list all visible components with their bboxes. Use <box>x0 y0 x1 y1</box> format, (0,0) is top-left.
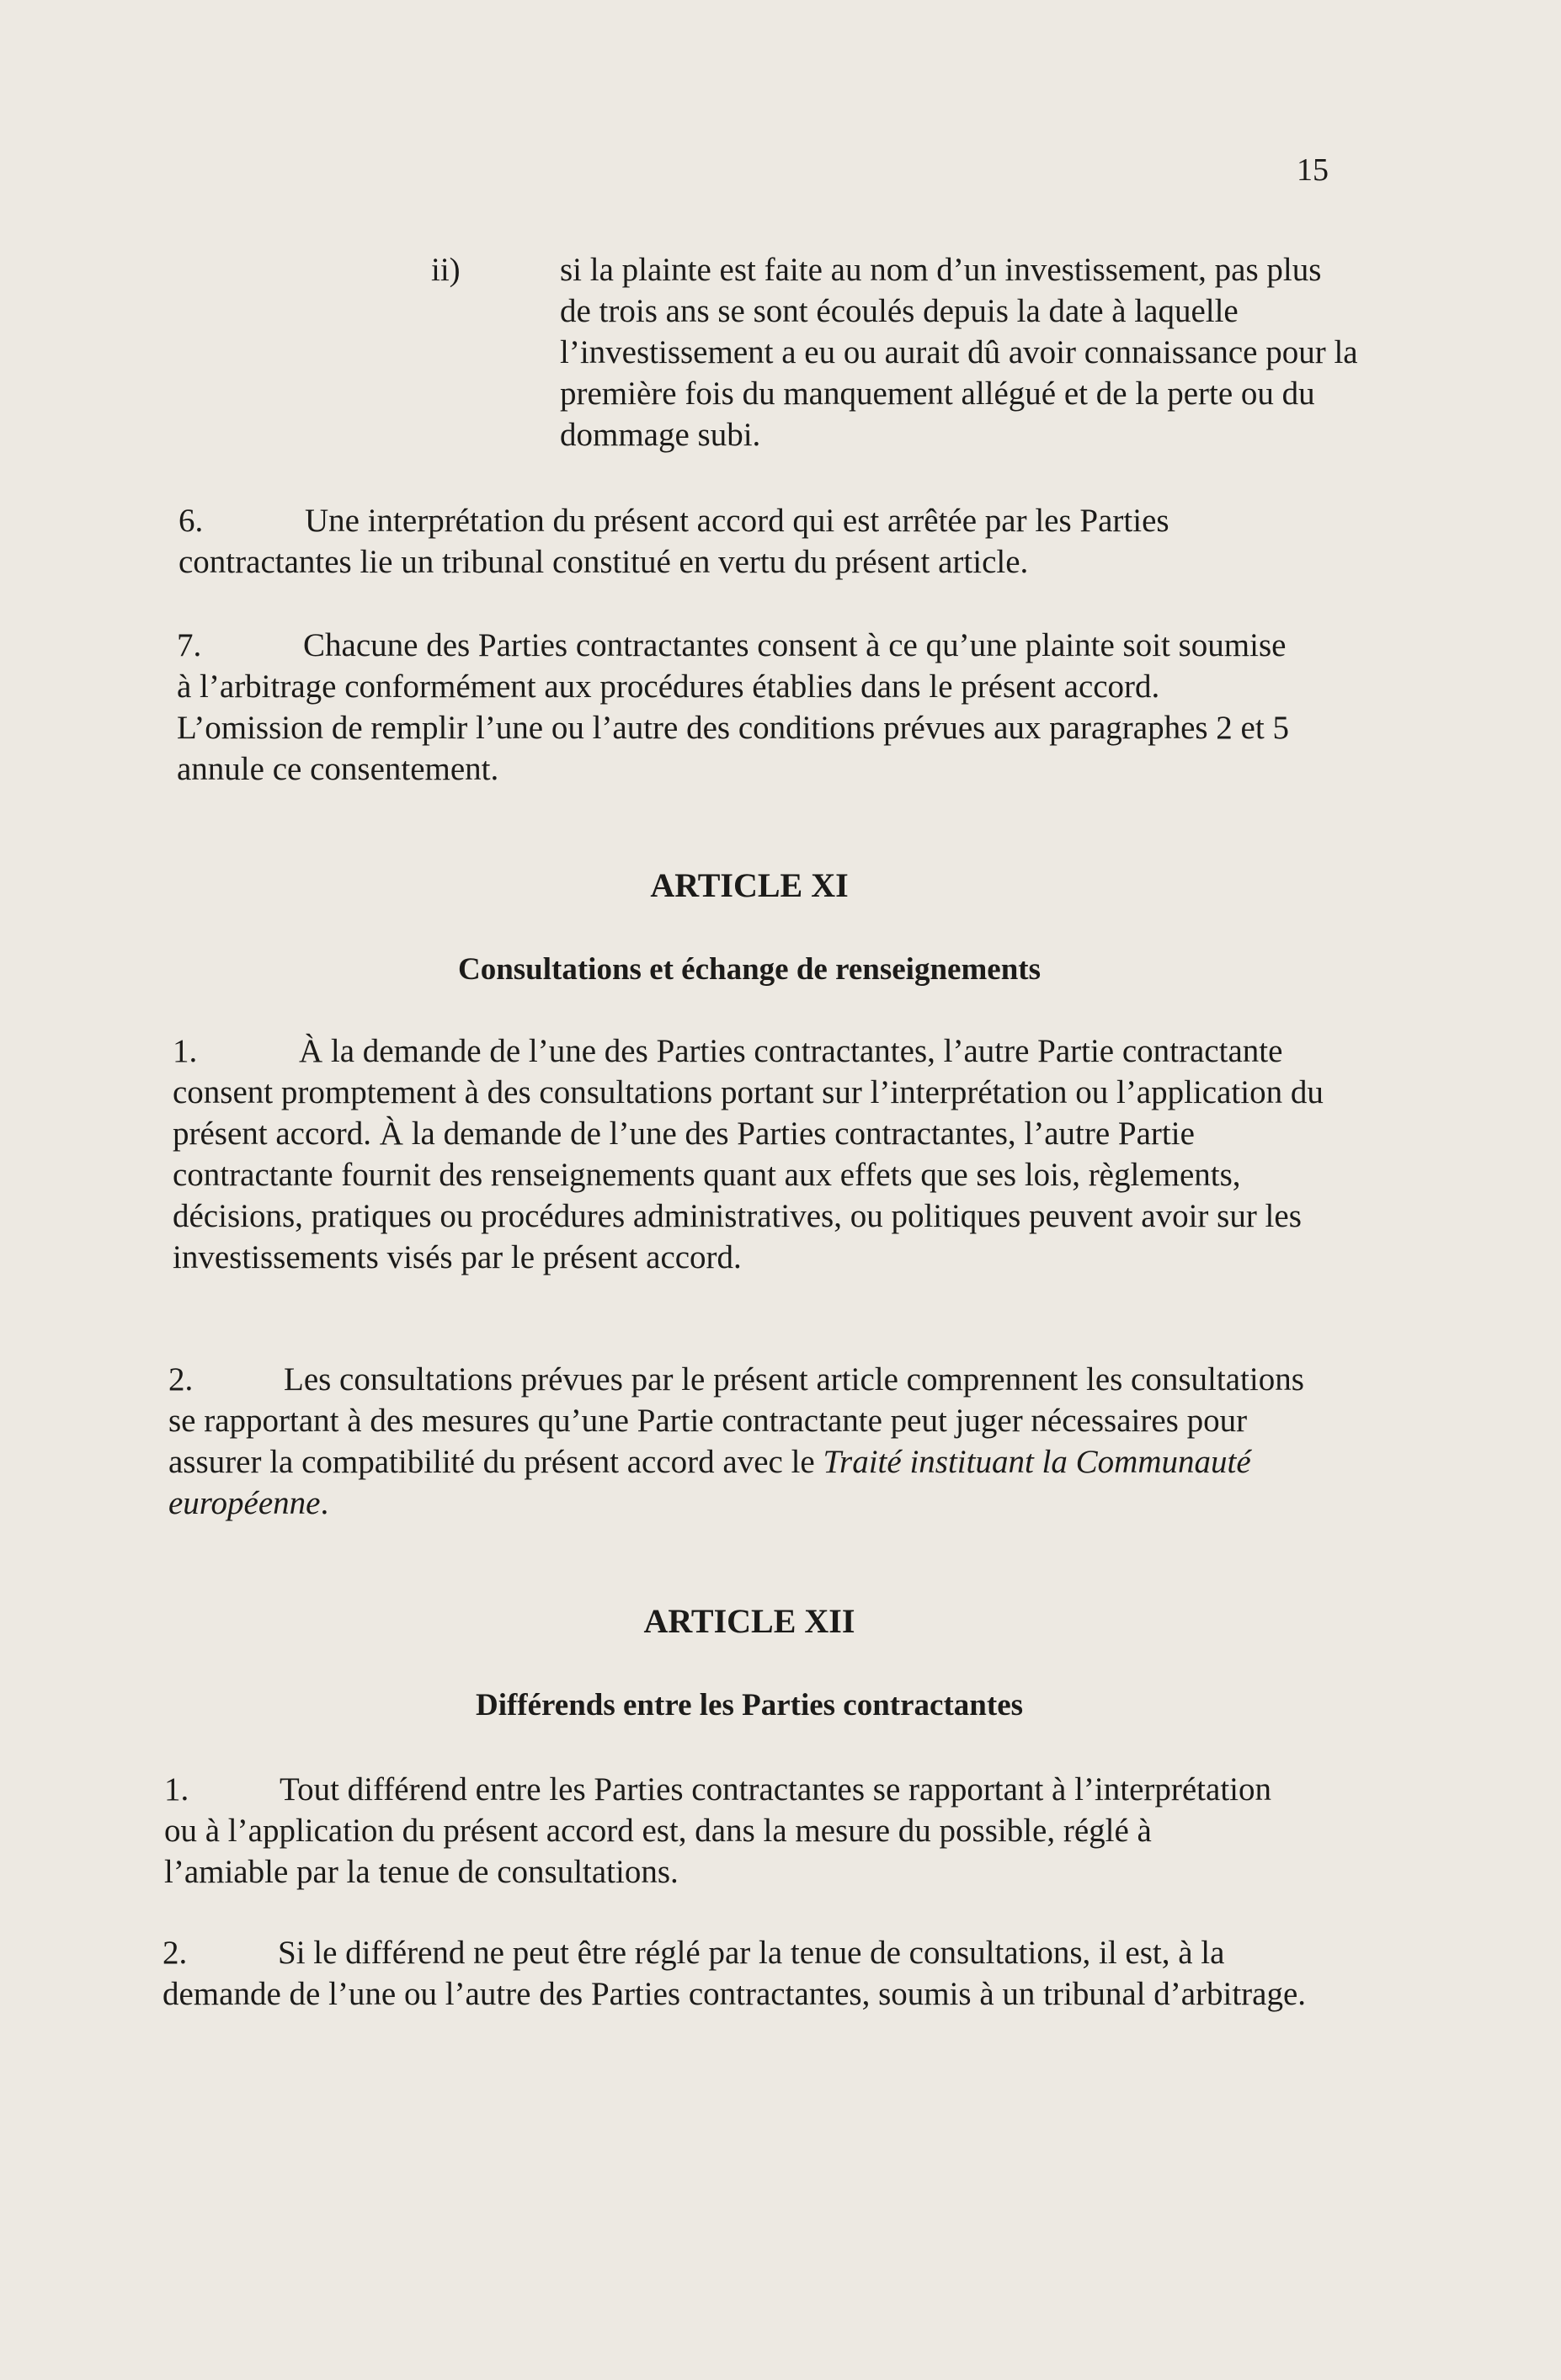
article-xi-subheading: Consultations et échange de renseignements <box>457 952 1041 987</box>
article-xi-heading: ARTICLE XI <box>650 866 849 904</box>
article-xi-paragraph-2 <box>168 1359 1322 1524</box>
paragraph-number: 6. <box>178 503 204 539</box>
paragraph-text: Chacune des Parties contractantes consent à ce qu’une plainte soit soumise à l’arbitrage conformément aux procédures établies dans le présent accord. L’omission de remplir l’une ou l’autre des conditions prévues aux paragraphes 2 et 5 annule ce consentement. <box>177 627 1289 787</box>
paragraph-text: Si le différend ne peut être réglé par la tenue de consultations, il est, à la demande de l’une ou l’autre des Parties contractantes, soumis à un tribunal d’arbitrage. <box>162 1935 1307 2012</box>
page-number: 15 <box>1297 152 1329 188</box>
treaty-title: Traité instituant la Communauté européenne <box>168 1444 1251 1521</box>
article-xii-subheading: Différends entre les Parties contractantes <box>475 1688 1024 1722</box>
sub-item-marker: ii) <box>431 252 461 288</box>
paragraph-text: Tout différend entre les Parties contractantes se rapportant à l’interprétation ou à l’application du présent accord est, dans la mesure du possible, réglé à l’amiable par la tenue de consultations. <box>164 1771 1271 1890</box>
paragraph-number: 7. <box>177 627 202 663</box>
paragraph-number: 1. <box>164 1771 189 1808</box>
paragraph-6 <box>178 500 1265 583</box>
paragraph-text: À la demande de l’une des Parties contractantes, l’autre Partie contractante consent promptement à des consultations portant sur l’interprétation ou l’application du présent accord. À la demande de l’une des Parties contractantes, l’autre Partie contractante fournit des renseignements quant aux effets que ses lois, règlements, décisions, pratiques ou procédures administratives, ou politiques peuvent avoir sur les investissements visés par le présent accord. <box>173 1033 1324 1275</box>
paragraph-number: 2. <box>162 1935 188 1971</box>
sub-item-text: si la plainte est faite au nom d’un investissement, pas plus de trois ans se sont écoulés depuis la date à laquelle l’investissement a eu ou aurait dû avoir connaissance pour la première fois du manquement allégué et de la perte ou du dommage subi. <box>560 252 1358 453</box>
paragraph-number: 2. <box>168 1361 194 1398</box>
article-xii-heading: ARTICLE XII <box>643 1602 855 1640</box>
paragraph-text: Les consultations prévues par le présent article comprennent les consultations se rapportant à des mesures qu’une Partie contractante peut juger nécessaires pour assurer la compatibilité du présent accord avec le <box>168 1361 1304 1480</box>
paragraph-7 <box>177 625 1305 790</box>
paragraph-end: . <box>320 1485 329 1521</box>
paragraph-number: 1. <box>173 1033 198 1069</box>
paragraph-text: Une interprétation du présent accord qui est arrêtée par les Parties contractantes lie un tribunal constitué en vertu du présent article. <box>178 503 1169 580</box>
article-xi-paragraph-1 <box>173 1030 1335 1278</box>
article-xii-paragraph-1 <box>164 1769 1276 1893</box>
article-xii-paragraph-2 <box>162 1932 1308 2015</box>
